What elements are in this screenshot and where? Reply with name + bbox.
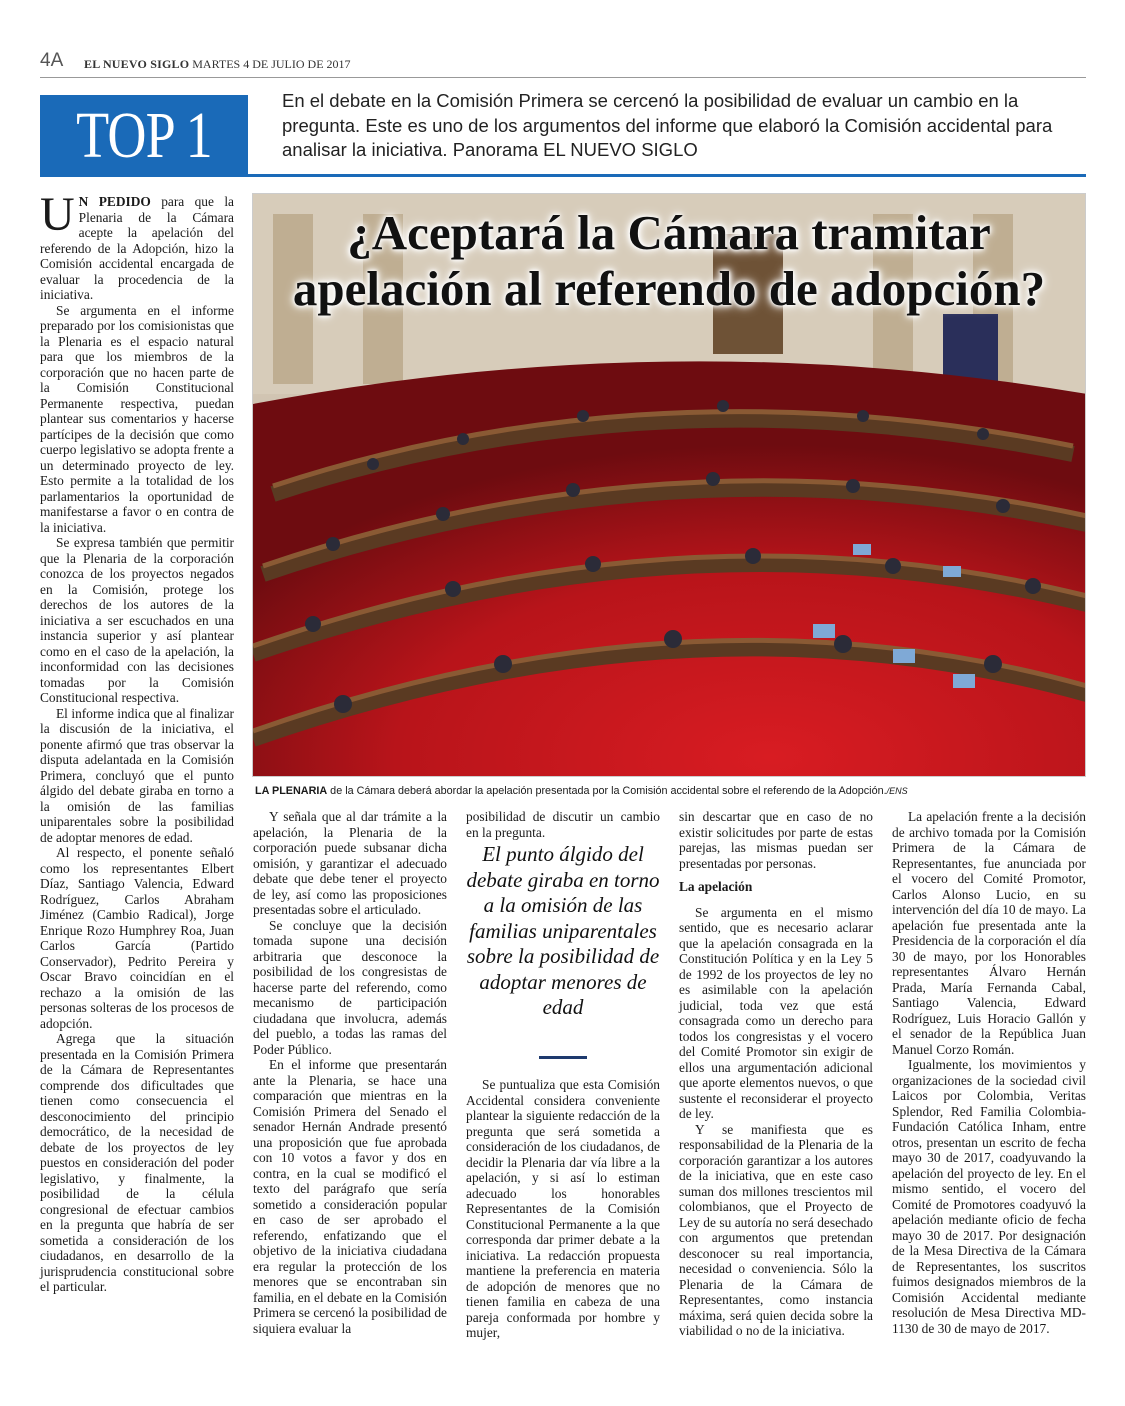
section-tag-label: TOP 1 (76, 99, 212, 172)
paragraph: sin descartar que en caso de no existir solicitudes por parte de estas parejas, las mismas puedan ser presentadas por personas. (679, 809, 873, 871)
pull-quote: El punto álgido del debate giraba en torno a la omisión de las familias uniparentales sobre la posibilidad de adoptar menores de edad (466, 842, 660, 1019)
newspaper-name: EL NUEVO SIGLO (84, 57, 190, 71)
paragraph: Se argumenta en el mismo sentido, que es necesario aclarar que la apelación consagrada en la Constitución Política y en la Ley 5 de 1992 de los proyectos de ley no es asimilable con la apelación judicial, toda vez que está consagrada como un derecho para todos los congresistas y el vocero del Comité Promotor sin exigir de ellos una argumentación adicional que aporte elementos nuevos, o que sustente el reconsiderar el proyecto de ley. (679, 904, 873, 1121)
paragraph: Se puntualiza que esta Comisión Accidental considera conveniente plantear la siguiente redacción de la pregunta que será sometida a consideración de los ciudadanos, de decidir la Plenaria dar vía libre a la apelación, y si así lo estiman adecuado los honorables Representantes de la Comisión Constitucional Permanente a la que corresponda dar primer debate a la iniciativa. La redacción propuesta mantiene la preferencia en materia de adopción de menores que no tienen familia en cabeza de una pareja conformada por hombre y mujer, (466, 1077, 660, 1340)
subhead: La apelación (679, 879, 753, 894)
article-column-1 (40, 188, 234, 1295)
article-column-3-top (466, 809, 660, 840)
page-number: 4A (40, 50, 64, 71)
article-column-3-bottom (466, 1077, 660, 1341)
deck-divider (248, 174, 1086, 177)
paragraph: El informe indica que al finalizar la discusión de la iniciativa, el ponente afirmó que tras observar la disputa adelantada en la Comisión Primera, concluyó que el punto álgido del debate giraba en torno a la omisión de las familias uniparentales sobre la posibilidad de adoptar menores de edad. (40, 705, 234, 845)
paragraph: Igualmente, los movimientos y organizaciones de la sociedad civil Laicos por Colombia, Veritas Splendor, Red Familia Colombia-Fundación Católica Inham, entre otros, presentan un escrito de fecha mayo 30 de 2017, coadyuvando la apelación del proyecto de ley. En el mismo sentido, el vocero del Comité de Promotores coadyuvó la apelación mediante oficio de fecha mayo 30 de 2017. Por designación de la Mesa Directiva de la Cámara de Representantes, los suscritos fuimos designados miembros de la Comisión Accidental mediante resolución de Mesa Directiva MD-1130 de 30 de mayo de 2017. (892, 1057, 1086, 1336)
article-column-4 (679, 809, 873, 1339)
caption-text: de la Cámara deberá abordar la apelación presentada por la Comisión accidental sobre el referendo de la Adopción. (327, 785, 887, 797)
headline: ¿Aceptará la Cámara tramitar apelación al referendo de adopción? (292, 205, 1046, 316)
photo-caption (255, 785, 1085, 798)
photo-credit: /ENS (886, 786, 908, 796)
section-tag (40, 95, 248, 177)
paragraph: posibilidad de discutir un cambio en la pregunta. (466, 809, 660, 840)
caption-lead: LA PLENARIA (255, 785, 328, 797)
dropcap: U (40, 188, 75, 241)
paragraph: Agrega que la situación presentada en la Comisión Primera de la Cámara de Representantes comprende dos dificultades que tienen como consecuencia el desconocimiento del principio democrático, de la necesidad de debate de los proyectos de ley puestos en consideración del poder legislativo, y finalmente, la posibilidad de la célula congresional de efectuar cambios en la pregunta que habría de ser sometida a consideración de los ciudadanos, en desarrollo de la jurisprudencia constitucional sobre el particular. (40, 1031, 234, 1294)
pull-quote-rule (539, 1056, 587, 1059)
lead-caps: N PEDIDO (78, 194, 151, 209)
page-header (40, 50, 1086, 78)
article-column-5 (892, 809, 1086, 1336)
lead-paragraph (40, 188, 234, 303)
lead-text: para que la Plenaria de la Cámara acepte la apelación del referendo de la Adopción, hizo la Comisión accidental encargada de evaluar la procedencia de la iniciativa. (40, 194, 234, 302)
article-column-2 (253, 809, 447, 1336)
masthead (84, 57, 351, 72)
paragraph: La apelación frente a la decisión de archivo tomada por la Comisión Primera de la Cámara de Representantes, fue anunciada por el vocero del Comité Promotor, Carlos Alonso Lucio, en su intervención del día 10 de mayo. La apelación fue presentada ante la Presidencia de la corporación el día 30 de mayo, por los Honorables representantes Álvaro Hernán Prada, María Fernanda Cabal, Santiago Valencia, Edward Rodríguez, Luis Horacio Gallón y el senador de la República Juan Manuel Corzo Román. (892, 809, 1086, 1057)
paragraph: Al respecto, el ponente señaló como los representantes Elbert Díaz, Santiago Valencia, Edward Rodríguez, Carlos Abraham Jiménez (Cambio Radical), Jorge Enrique Rozo Humphrey Roa, Juan Carlos García (Partido Conservador), Pedrito Pereira y Oscar Bravo coincidían en el rechazo a la omisión de las personas solteras de los procesos de adopción. (40, 845, 234, 1031)
paragraph: Y señala que al dar trámite a la apelación, la Plenaria de la corporación puede subsanar dicha omisión, y garantizar el adecuado debate que debe tener el proyecto de ley, así como las proposiciones presentadas sobre el articulado. (253, 809, 447, 917)
deck-summary: En el debate en la Comisión Primera se cercenó la posibilidad de evaluar un cambio en la pregunta. Este es uno de los argumentos del informe que elaboró la Comisión accidental para analisar la iniciativa. Panorama EL NUEVO SIGLO (282, 90, 1053, 160)
paragraph: Y se manifiesta que es responsabilidad de la Plenaria de la corporación garantizar a los autores de la iniciativa, que en este caso suman dos millones trescientos mil colombianos, que el Proyecto de Ley de su autoría no será desechado con argumentos que pretendan desconocer su real importancia, necesidad o conveniencia. Sólo la Plenaria de la Cámara de Representantes, como instancia máxima, será quien decida sobre la viabilidad o no de la iniciativa. (679, 1121, 873, 1338)
paragraph: Se expresa también que permitir que la Plenaria de la corporación conozca de los proyectos negados en la Comisión, protege los derechos de los autores de la iniciativa a ser escuchados en una instancia superior y así plantear como en el caso de la apelación, la inconformidad con las decisiones tomadas por la Comisión Constitucional respectiva. (40, 535, 234, 705)
issue-date: MARTES 4 DE JULIO DE 2017 (192, 57, 351, 71)
paragraph: Se concluye que la decisión tomada supone una decisión arbitraria que desconoce la posibilidad de los congresistas de hacerse parte del referendo, como mecanismo de participación ciudadana que involucra, además del pueblo, a todas las ramas del Poder Público. (253, 917, 447, 1057)
paragraph: En el informe que presentarán ante la Plenaria, se hace una comparación que mientras en la Comisión Primera del Senado el senador Hernán Andrade presentó una proposición que fue aprobada con 10 votos a favor y dos en contra, en la cual se modificó el texto del parágrafo que sería sometido a consideración popular en caso de ser aprobado el referendo, enfatizando que el objetivo de la iniciativa ciudadana era regular la protección de los menores que se encontraban sin familia, en el debate en la Comisión Primera se cercenó la posibilidad de siquiera evaluar la (253, 1057, 447, 1336)
paragraph: Se argumenta en el informe preparado por los comisionistas que la Plenaria es el espacio natural para que los miembros de la corporación que no hacen parte de la Comisión Constitucional Permanente respectiva, puedan plantear sus comentarios y hacerse partícipes de la decisión que como cuerpo legislativo se adopta frente a un determinado proyecto de ley. Esto permite a la totalidad de los parlamentarios la oportunidad de manifestarse a favor o en contra de la iniciativa. (40, 302, 234, 535)
